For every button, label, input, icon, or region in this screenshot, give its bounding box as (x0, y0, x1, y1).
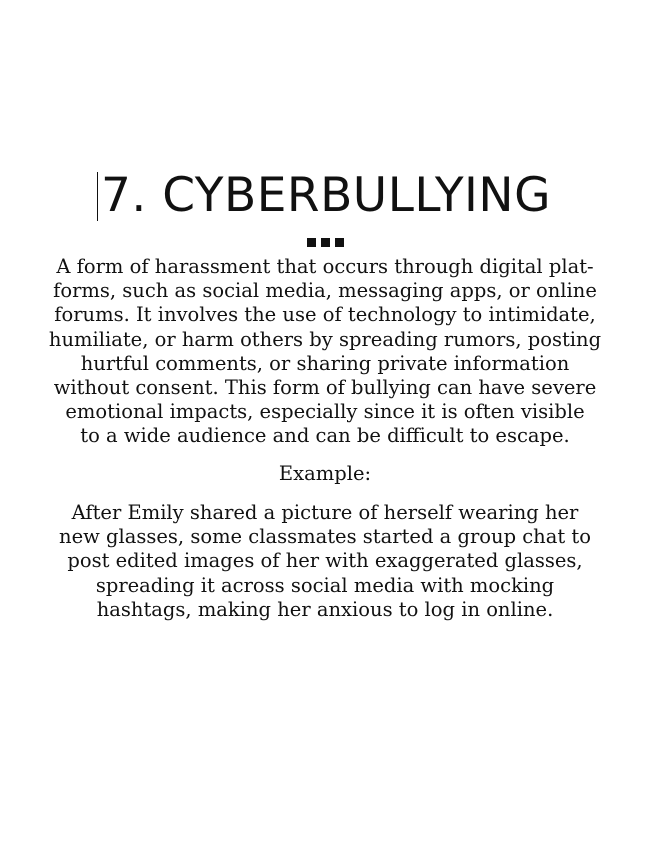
example-line: spreading it across social media with mocking (95, 573, 555, 597)
example-line: new glasses, some classmates started a group chat to (59, 525, 591, 549)
title-container (0, 168, 650, 224)
definition-line: forms, such as social media, messaging apps, or online (53, 279, 597, 303)
text-cursor (97, 172, 98, 221)
definition-line: A form of harassment that occurs through digital plat- (56, 255, 594, 278)
definition-paragraph (42, 255, 608, 449)
divider-dot (335, 238, 344, 247)
example-line: hashtags, making her anxious to log in online. (96, 597, 554, 621)
definition-line: emotional impacts, especially since it is often visible (65, 400, 585, 424)
definition-line: hurtful comments, or sharing private information (80, 351, 570, 375)
example-label: Example: (278, 462, 372, 485)
example-line: post edited images of her with exaggerated glasses, (67, 549, 583, 573)
title-divider (0, 238, 650, 247)
definition-line: forums. It involves the use of technology to intimidate, (54, 303, 596, 327)
example-paragraph (42, 501, 608, 622)
divider-dot (307, 238, 316, 247)
definition-line: humiliate, or harm others by spreading rumors, posting (48, 327, 602, 351)
divider-dot (321, 238, 330, 247)
example-line: After Emily shared a picture of herself wearing her (71, 501, 579, 524)
section-title-text: 7. CYBERBULLYING (100, 168, 551, 223)
definition-line: to a wide audience and can be difficult to escape. (80, 424, 570, 448)
section-title (99, 168, 551, 224)
definition-line: without consent. This form of bullying can have severe (53, 376, 597, 400)
